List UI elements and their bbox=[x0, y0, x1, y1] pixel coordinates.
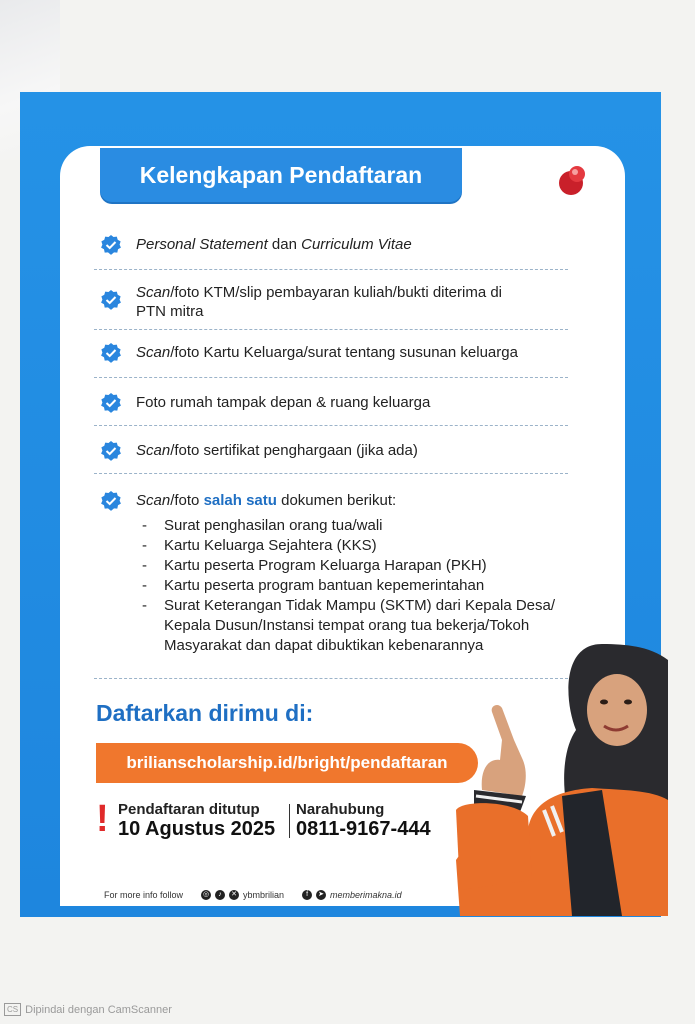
exclamation-icon: ! bbox=[96, 798, 109, 840]
student-photo bbox=[452, 640, 668, 916]
item-text: Foto rumah tampak depan & ruang keluarga bbox=[136, 394, 431, 411]
document-sublist bbox=[140, 516, 610, 656]
scanner-text: Dipindai dengan CamScanner bbox=[25, 1003, 172, 1016]
telegram-icon[interactable]: ➤ bbox=[316, 890, 326, 900]
scanner-watermark bbox=[4, 1003, 172, 1016]
deadline-date: 10 Agustus 2025 bbox=[118, 818, 276, 840]
contact-label: Narahubung bbox=[296, 801, 385, 818]
camscanner-logo: CS bbox=[4, 1003, 21, 1016]
divider bbox=[289, 804, 290, 838]
check-badge-icon bbox=[100, 392, 122, 414]
footer-social bbox=[104, 890, 402, 900]
divider bbox=[94, 269, 568, 270]
x-icon[interactable]: ✕ bbox=[229, 890, 239, 900]
item-text: Personal Statement dan Curriculum Vitae bbox=[136, 236, 412, 253]
check-badge-icon bbox=[100, 490, 122, 512]
item-text: Scan/foto salah satu dokumen berikut: bbox=[136, 492, 397, 509]
sublist-item: - Kartu peserta program bantuan kepemerintahan bbox=[140, 576, 610, 596]
divider bbox=[94, 329, 568, 330]
item-text: Scan/foto sertifikat penghargaan (jika ada) bbox=[136, 442, 418, 459]
footer-follow-text: For more info follow bbox=[104, 890, 184, 900]
divider bbox=[94, 473, 568, 474]
page-title: Kelengkapan Pendaftaran bbox=[100, 148, 462, 202]
instagram-icon[interactable]: ◎ bbox=[202, 891, 210, 898]
sublist-item: - Surat Keterangan Tidak Mampu (SKTM) dari Kepala Desa/ Kepala Dusun/Instansi tempat orang tua bekerja/Tokoh Masyarakat dan dapat dibuktikan kebenarannya bbox=[140, 596, 584, 656]
facebook-icon[interactable]: f bbox=[302, 890, 312, 900]
check-badge-icon bbox=[100, 234, 122, 256]
social-handle[interactable]: memberimakna.id bbox=[330, 890, 402, 900]
contact-number[interactable]: 0811-9167-444 bbox=[296, 818, 431, 840]
deadline-label: Pendaftaran ditutup bbox=[118, 801, 260, 818]
check-badge-icon bbox=[100, 342, 122, 364]
social-handle[interactable]: ybmbrilian bbox=[243, 890, 285, 900]
tiktok-icon[interactable]: ♪ bbox=[215, 890, 225, 900]
check-badge-icon bbox=[100, 440, 122, 462]
divider bbox=[94, 377, 568, 378]
sublist-item: - Surat penghasilan orang tua/wali bbox=[140, 516, 610, 536]
item-text: Scan/foto Kartu Keluarga/surat tentang susunan keluarga bbox=[136, 344, 518, 361]
item-text: Scan/foto KTM/slip pembayaran kuliah/bukti diterima di PTN mitra bbox=[136, 284, 503, 320]
divider bbox=[94, 425, 568, 426]
sublist-item: - Kartu Keluarga Sejahtera (KKS) bbox=[140, 536, 610, 556]
check-badge-icon bbox=[100, 289, 122, 311]
pushpin-icon bbox=[556, 164, 590, 198]
cta-heading: Daftarkan dirimu di: bbox=[96, 700, 314, 726]
sublist-item: - Kartu peserta Program Keluarga Harapan (PKH) bbox=[140, 556, 610, 576]
registration-link[interactable]: brilianscholarship.id/bright/pendaftaran bbox=[96, 743, 478, 783]
